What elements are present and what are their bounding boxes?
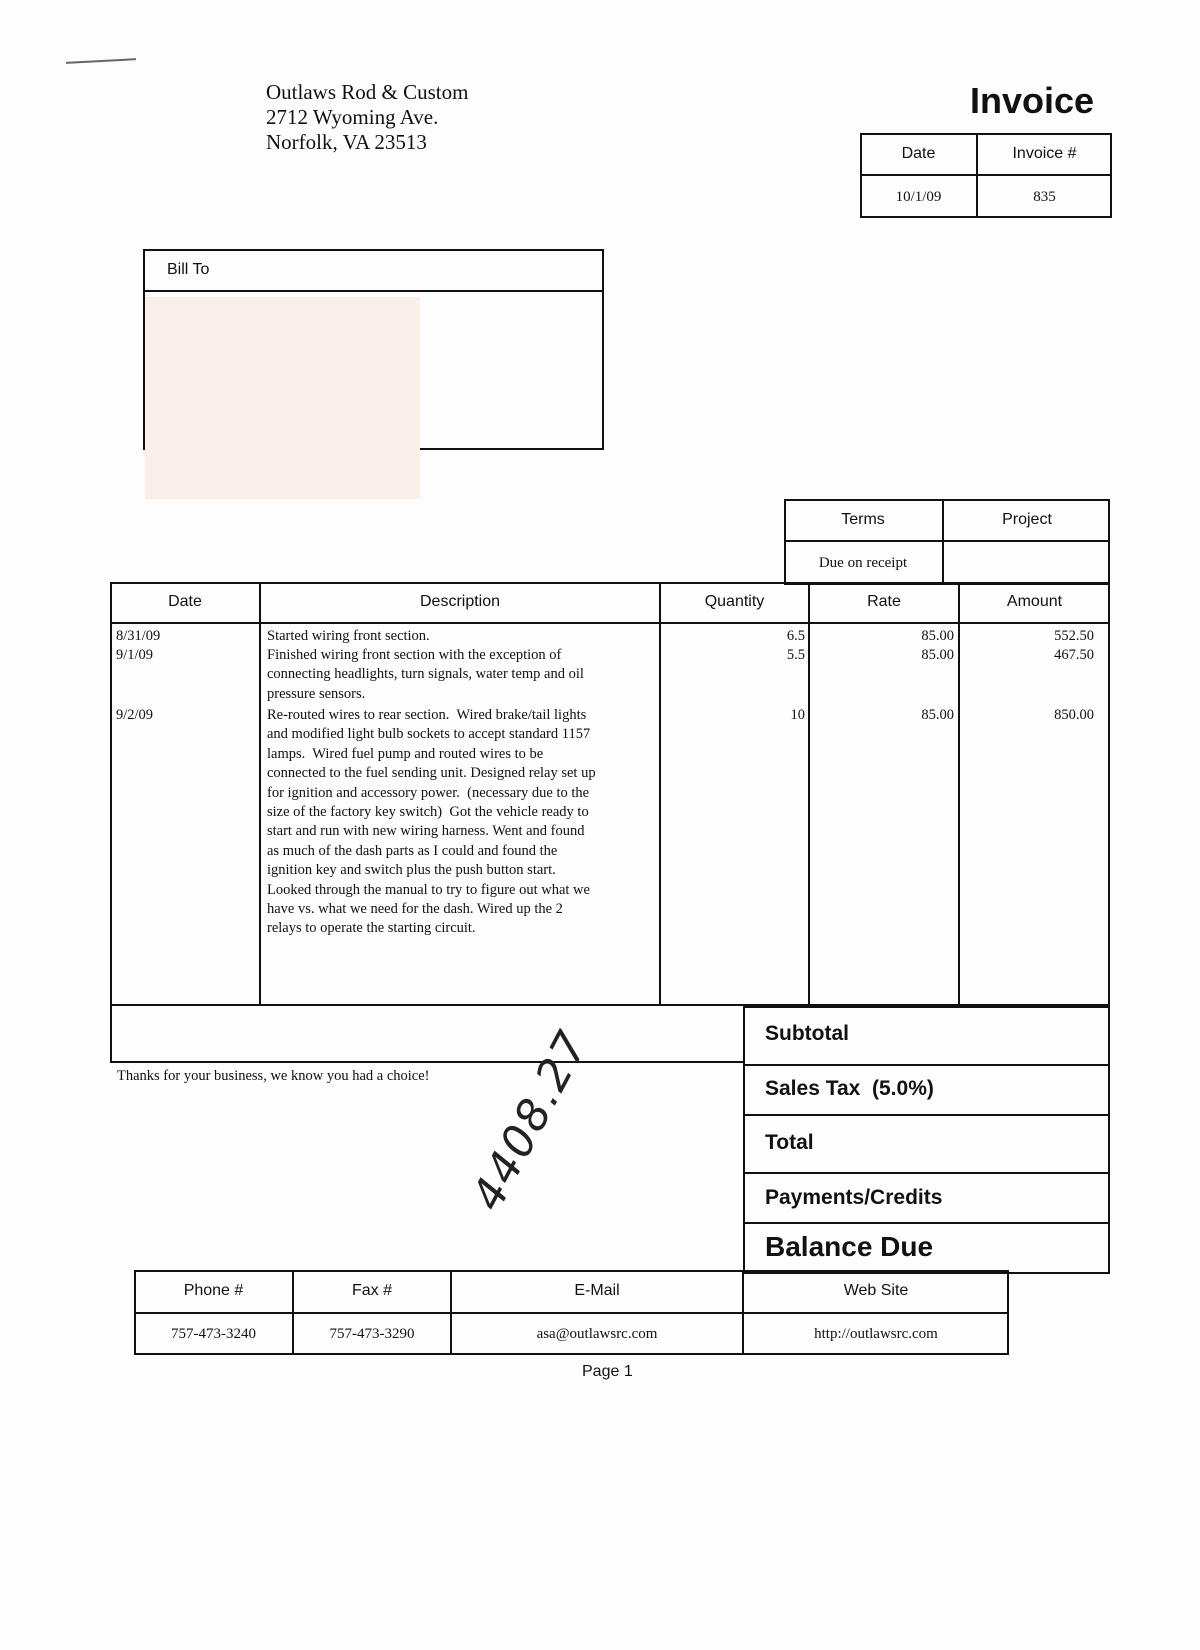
total-label: Total [765,1131,814,1154]
row-2-quantity: 5.5 [786,647,805,663]
invoice-date-label: Date [901,145,936,162]
row-1-description: Started wiring front section. [267,628,430,644]
email-value[interactable]: asa@outlawsrc.com [536,1325,658,1342]
row-3-description: Re-routed wires to rear section. Wired brake/tail lights and modified light bulb sockets to accept standard 1157 lamps. Wired fuel pump and routed wires to be connected to the fuel sending unit. Designed relay set up for ignition and accessory power. (necessary due to the size of the factory key switch) Got the vehicle ready to start and run with new wiring harness. Went and found as much of the dash parts as I could and found the ignition key and switch plus the push button start. Looked through the manual to try to figure out what we have vs. what we need for the dash. Wired up the 2 relays to operate the starting circuit. [267,707,596,937]
col-date: Date [168,593,202,610]
terms-label: Terms [841,511,885,528]
col-rate: Rate [867,593,901,610]
company-city: Norfolk, VA 23513 [266,130,427,154]
message-box [110,1004,745,1063]
subtotal-label: Subtotal [765,1022,849,1045]
row-3-rate: 85.00 [921,707,954,723]
company-address [266,80,468,155]
fax-label: Fax # [351,1282,392,1299]
sales-tax-label: Sales Tax (5.0%) [765,1077,934,1100]
col-description: Description [419,593,501,610]
row-1-rate: 85.00 [921,628,954,644]
terms-value: Due on receipt [818,555,908,571]
row-1-date: 8/31/09 [116,628,161,644]
payments-label: Payments/Credits [765,1186,943,1209]
thanks-message: Thanks for your business, we know you had a choice! [117,1068,430,1084]
scan-mark [66,58,136,64]
col-quantity: Quantity [704,593,765,610]
project-label: Project [1002,511,1052,528]
balance-due-label: Balance Due [765,1231,934,1262]
website-label: Web Site [843,1282,909,1299]
handwritten-total: 4408.27 [462,1021,600,1219]
website-value[interactable]: http://outlawsrc.com [814,1325,938,1342]
page-number: Page 1 [582,1363,633,1380]
company-name: Outlaws Rod & Custom [266,80,469,104]
row-2-amount: 467.50 [1054,647,1094,663]
fax-value: 757-473-3290 [329,1325,415,1342]
row-1-quantity: 6.5 [786,628,805,644]
row-1-amount: 552.50 [1054,628,1094,644]
row-2-date: 9/1/09 [116,647,154,663]
col-amount: Amount [1006,593,1063,610]
invoice-number-label: Invoice # [1012,145,1077,162]
row-2-description: Finished wiring front section with the exception of connecting headlights, turn signals, water temp and oil pressure sensors. [267,647,584,702]
invoice-date: 10/1/09 [895,188,942,205]
row-3-amount: 850.00 [1054,707,1094,723]
invoice-title: Invoice [970,80,1095,121]
phone-label: Phone # [183,1282,244,1299]
row-2-rate: 85.00 [921,647,954,663]
row-3-date: 9/2/09 [116,707,154,723]
phone-value: 757-473-3240 [171,1325,256,1342]
email-label: E-Mail [574,1282,620,1299]
invoice-number: 835 [1033,188,1056,205]
bill-to-label: Bill To [167,261,210,278]
company-street: 2712 Wyoming Ave. [266,105,439,129]
project-value [944,542,1110,585]
redacted-address [145,297,420,499]
row-3-quantity: 10 [790,707,805,723]
